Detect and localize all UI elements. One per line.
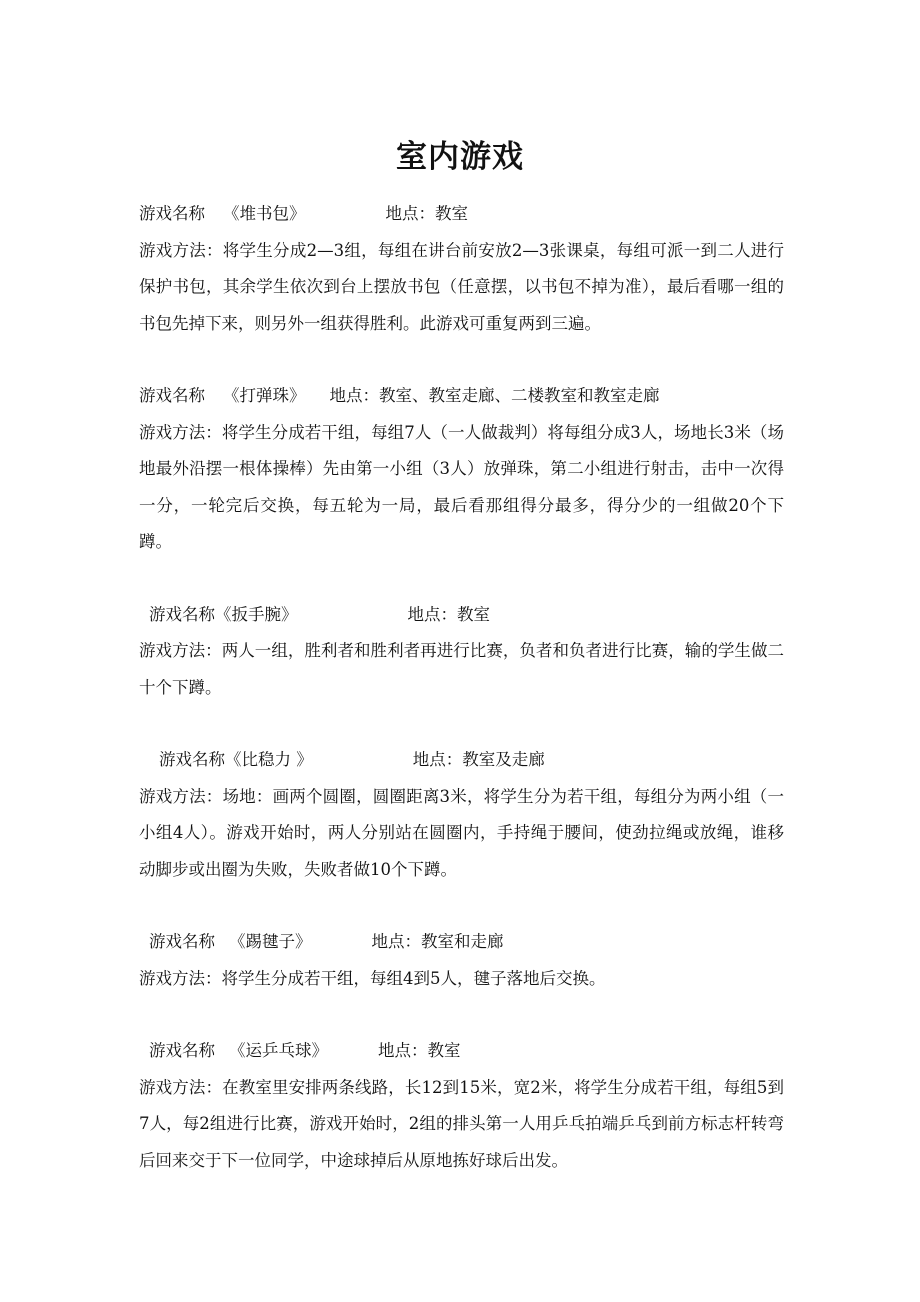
game-name: 《打弹珠》	[223, 386, 306, 405]
game-name-label: 游戏名称	[139, 386, 205, 405]
game-location: 地点：教室及走廊	[412, 750, 545, 769]
game-location: 地点：教室、教室走廊、二楼教室和教室走廊	[329, 386, 660, 405]
game-method: 游戏方法：两人一组，胜利者和胜利者再进行比赛，负者和负者进行比赛，输的学生做二十个下蹲。	[139, 641, 784, 697]
game-method: 游戏方法：将学生分成若干组，每组4到5人，毽子落地后交换。	[139, 968, 606, 988]
page-title: 室内游戏	[396, 138, 524, 175]
game-header	[139, 742, 784, 779]
game-method: 游戏方法：将学生分成若干组，每组7人（一人做裁判）将每组分成3人，场地长3米（场地最外沿摆一根体操棒）先由第一小组（3人）放弹珠，第二小组进行射击，击中一次得一分，一轮完后交换，每五轮为一局，最后看那组得分最多，得分少的一组做20个下蹲。	[139, 422, 784, 551]
game-name-label: 游戏名称	[159, 750, 225, 769]
document-body	[139, 196, 784, 1179]
game-section-6	[139, 1033, 784, 1179]
game-name: 《扳手腕》	[215, 604, 298, 624]
game-location: 地点：教室	[407, 604, 490, 624]
game-name: 《比稳力 》	[225, 750, 313, 769]
game-name: 《踢毽子》	[229, 932, 312, 951]
game-section-4	[139, 742, 784, 888]
game-name-label: 游戏名称	[149, 932, 215, 951]
game-location: 地点：教室	[378, 1041, 461, 1060]
game-location: 地点：教室	[385, 204, 468, 223]
game-name: 《运乒乓球》	[229, 1041, 328, 1060]
game-method: 游戏方法：将学生分成2—3组，每组在讲台前安放2—3张课桌，每组可派一到二人进行保护书包，其余学生依次到台上摆放书包（任意摆，以书包不掉为准），最后看哪一组的书包先掉下来，则另外一组获得胜利。此游戏可重复两到三遍。	[139, 240, 784, 333]
game-method: 游戏方法：在教室里安排两条线路，长12到15米，宽2米，将学生分成若干组，每组5到7人，每2组进行比赛，游戏开始时，2组的排头第一人用乒乓拍端乒乓到前方标志杆转弯后回来交于下一位同学，中途球掉后从原地拣好球后出发。	[139, 1077, 784, 1170]
game-section-2	[139, 378, 784, 561]
game-header	[139, 924, 784, 961]
game-name-label: 游戏名称	[149, 1041, 215, 1060]
game-header	[139, 378, 784, 415]
game-name: 《堆书包》	[223, 204, 306, 223]
game-location: 地点：教室和走廊	[371, 932, 504, 951]
game-name-label: 游戏名称	[149, 604, 215, 624]
game-header	[139, 1033, 784, 1070]
game-header	[139, 196, 784, 233]
game-method: 游戏方法：场地：画两个圆圈，圆圈距离3米，将学生分为若干组，每组分为两小组（一小组4人）。游戏开始时，两人分别站在圆圈内，手持绳于腰间，使劲拉绳或放绳，谁移动脚步或出圈为失败，失败者做10个下蹲。	[139, 786, 784, 879]
game-header	[139, 597, 784, 634]
game-name-label: 游戏名称	[139, 204, 205, 223]
game-section-1	[139, 196, 784, 342]
game-section-5	[139, 924, 784, 997]
game-section-3	[139, 597, 784, 707]
